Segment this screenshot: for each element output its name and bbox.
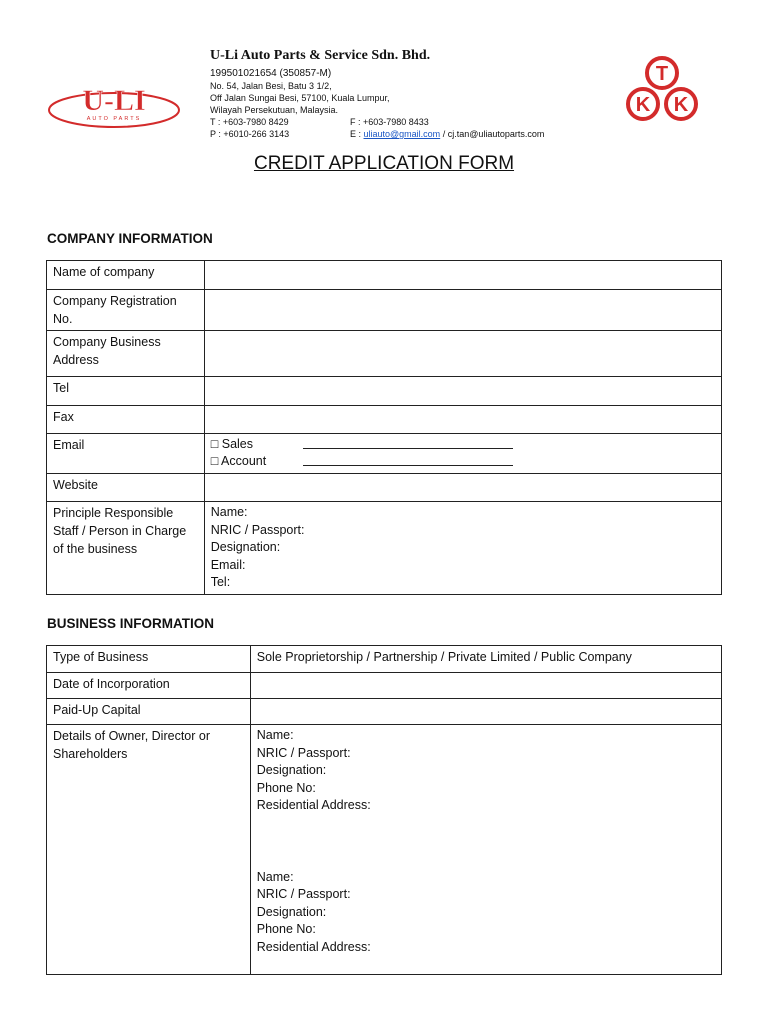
table-row	[47, 673, 722, 699]
table-row	[47, 725, 722, 975]
row-label: Date of Incorporation	[47, 673, 251, 699]
email-line	[350, 128, 544, 140]
table-row	[47, 331, 722, 377]
fax-field[interactable]	[204, 406, 721, 434]
field-label: Phone No:	[256, 780, 316, 795]
business-info-heading: BUSINESS INFORMATION	[47, 616, 215, 631]
email-options	[204, 434, 721, 474]
email-account-checkbox[interactable]: □ Account	[210, 454, 267, 468]
row-label: Fax	[47, 406, 205, 434]
email-account-field[interactable]	[303, 453, 513, 466]
row-label: Type of Business	[47, 646, 251, 673]
owner-details-fields[interactable]	[250, 725, 721, 975]
address-line: No. 54, Jalan Besi, Batu 3 1/2,	[210, 81, 332, 91]
person-in-charge-fields[interactable]	[204, 502, 721, 595]
table-row	[47, 290, 722, 331]
incorporation-date-field[interactable]	[250, 673, 721, 699]
field-label: Email:	[210, 557, 246, 572]
table-row	[47, 699, 722, 725]
field-label: Name:	[210, 505, 248, 519]
row-label: Details of Owner, Director or Shareholders	[47, 725, 251, 975]
field-label: Residential Address:	[256, 939, 371, 954]
company-info-heading: COMPANY INFORMATION	[47, 231, 213, 246]
address-line: Wilayah Persekutuan, Malaysia.	[210, 105, 339, 115]
company-name: U-Li Auto Parts & Service Sdn. Bhd.	[210, 48, 431, 63]
email-rest: / cj.tan@uliautoparts.com	[440, 129, 545, 139]
field-label: Tel:	[210, 575, 231, 589]
row-label: Company Registration No.	[47, 290, 205, 331]
company-name-field[interactable]	[204, 261, 721, 290]
company-header	[210, 48, 630, 140]
field-label: Name:	[256, 728, 294, 742]
uli-logo-text: U-LI	[82, 84, 146, 117]
phone-number: P : +6010-266 3143	[210, 129, 290, 139]
paid-up-capital-field[interactable]	[250, 699, 721, 725]
table-row	[47, 406, 722, 434]
email-prefix: E :	[350, 129, 364, 139]
table-row	[47, 434, 722, 474]
field-label: NRIC / Passport:	[256, 745, 351, 760]
row-label: Website	[47, 474, 205, 502]
row-label: Company Business Address	[47, 331, 205, 377]
tkk-letter-k2: K	[673, 94, 689, 116]
tkk-letter-t: T	[655, 63, 669, 85]
tel-field[interactable]	[204, 377, 721, 406]
uli-logo-subtext: AUTO PARTS	[86, 116, 142, 122]
row-label: Principle Responsible Staff / Person in Charge of the business	[47, 502, 205, 595]
form-title	[0, 153, 768, 175]
table-row	[47, 377, 722, 406]
registration-field[interactable]	[204, 290, 721, 331]
row-label: Name of company	[47, 261, 205, 290]
email-sales-checkbox[interactable]: □ Sales	[210, 437, 254, 451]
field-label: Designation:	[210, 540, 281, 554]
business-type-options[interactable]: Sole Proprietorship / Partnership / Private Limited / Public Company	[250, 646, 721, 673]
field-label: NRIC / Passport:	[210, 522, 305, 537]
table-row	[47, 646, 722, 673]
row-label: Email	[47, 434, 205, 474]
email-link[interactable]: uliauto@gmail.com	[363, 129, 441, 139]
field-label: Phone No:	[256, 922, 316, 936]
form-title-text: CREDIT APPLICATION FORM	[253, 153, 515, 174]
company-registration: 199501021654 (350857-M)	[210, 68, 332, 79]
tkk-logo	[622, 54, 702, 128]
fax-number: F : +603-7980 8433	[350, 117, 429, 127]
company-info-table	[46, 260, 722, 595]
field-label: Designation:	[256, 904, 327, 919]
table-row	[47, 474, 722, 502]
field-label: Name:	[256, 869, 294, 884]
table-row	[47, 502, 722, 595]
field-label: Designation:	[256, 763, 327, 777]
tel-number: T : +603-7980 8429	[210, 117, 289, 127]
email-sales-field[interactable]	[303, 436, 513, 449]
tkk-letter-k1: K	[635, 94, 651, 116]
website-field[interactable]	[204, 474, 721, 502]
row-label: Paid-Up Capital	[47, 699, 251, 725]
uli-logo	[46, 80, 182, 132]
table-row	[47, 261, 722, 290]
business-info-table	[46, 645, 722, 975]
field-label: NRIC / Passport:	[256, 887, 351, 901]
row-label: Tel	[47, 377, 205, 406]
address-line: Off Jalan Sungai Besi, 57100, Kuala Lumpur,	[210, 93, 390, 103]
field-label: Residential Address:	[256, 798, 371, 812]
business-address-field[interactable]	[204, 331, 721, 377]
